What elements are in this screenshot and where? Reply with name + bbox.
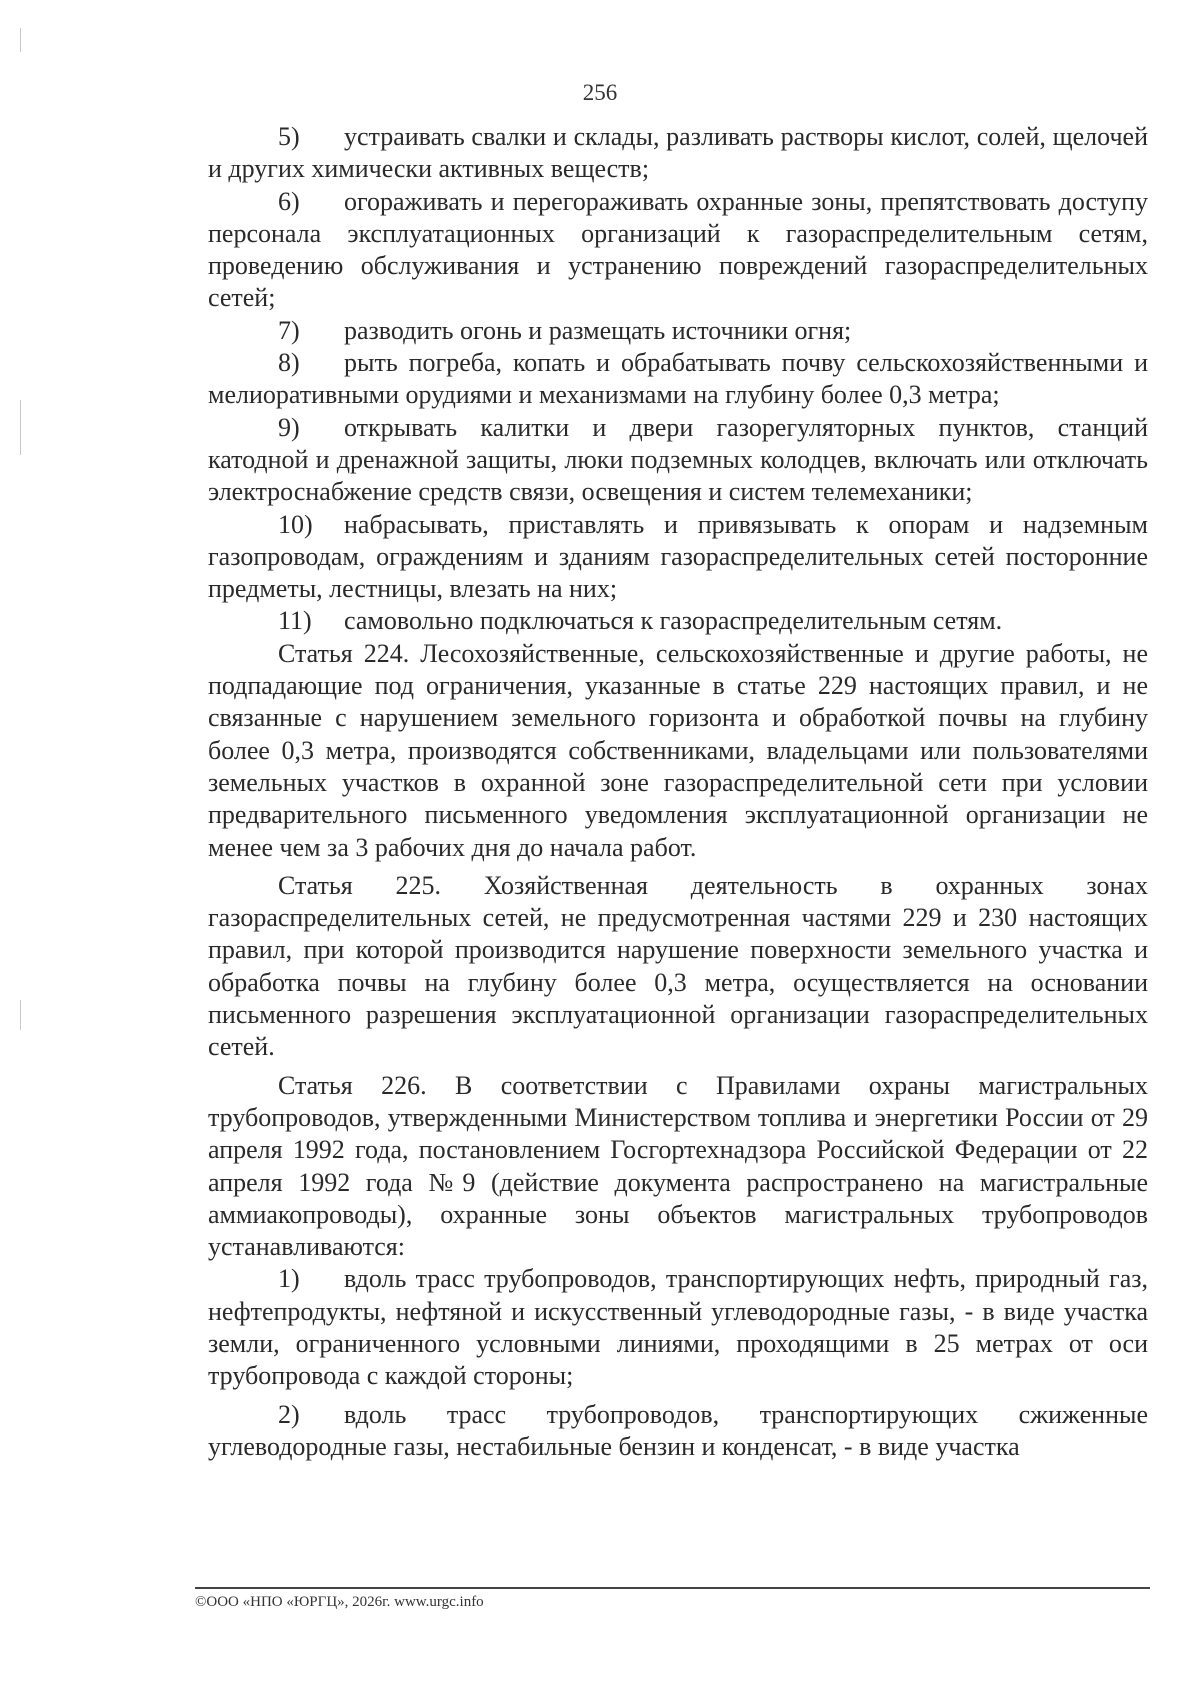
document-body [208,121,1148,1463]
item-text: вдоль трасс трубопроводов, транспортирующих сжиженные углеводородные газы, нестабильные бензин и конденсат, - в виде участка [208,1399,1148,1461]
list-item [208,509,1148,606]
article-number: Статья 226. [278,1070,427,1100]
list-item [208,315,1148,347]
item-text: огораживать и перегораживать охранные зоны, препятствовать доступу персонала эксплуатационных организаций к газораспределительным сетям, проведению обслуживания и устранению повреждений газораспределительных сетей; [208,186,1148,313]
scan-mark [20,1000,21,1030]
item-text: самовольно подключаться к газораспределительным сетям. [344,606,1003,636]
footer-divider [195,1587,1150,1589]
item-number: 8) [278,348,300,378]
page-number: 256 [582,80,618,105]
item-number: 6) [278,186,300,216]
article-text: Лесохозяйственные, сельскохозяйственные и другие работы, не подпадающие под ограничения, указанные в статье 229 настоящих правил, и не связанные с нарушением земельного горизонта и обработкой почвы на глубину более 0,3 метра, производятся собственниками, владельцами или пользователями земельных участков в охранной зоне газораспределительной сети при условии предварительного письменного уведомления эксплуатационной организации не менее чем за 3 рабочих дня до начала работ. [208,638,1148,862]
item-text: набрасывать, приставлять и привязывать к опорам и надземным газопроводам, ограждениям и зданиям газораспределительных сетей посторонние предметы, лестницы, влезать на них; [208,509,1148,604]
article-paragraph [208,1070,1148,1264]
item-number: 2) [278,1399,300,1429]
list-item [208,1263,1148,1392]
article-text: Хозяйственная деятельность в охранных зонах газораспределительных сетей, не предусмотренная частями 229 и 230 настоящих правил, при которой производится нарушение поверхности земельного участка и обработка почвы на глубину более 0,3 метра, осуществляется на основании письменного разрешения эксплуатационной организации газораспределительных сетей. [208,870,1149,1062]
item-number: 10) [278,509,313,539]
list-item [208,347,1148,412]
item-number: 1) [278,1264,300,1294]
item-number: 9) [278,412,300,442]
article-paragraph [208,638,1148,864]
item-text: разводить огонь и размещать источники огня; [344,315,852,345]
list-item [208,186,1148,315]
item-text: устраивать свалки и склады, разливать растворы кислот, солей, щелочей и других химически активных веществ; [208,122,1148,184]
item-number: 5) [278,122,300,151]
scan-mark [20,400,21,455]
list-item [208,121,1148,186]
article-number: Статья 224. [278,638,410,668]
scan-mark [20,28,21,52]
item-text: вдоль трасс трубопроводов, транспортирующих нефть, природный газ, нефтепродукты, нефтяной и искусственный углеводородные газы, - в виде участка земли, ограниченного условными линиями, проходящими в 25 метрах от оси трубопровода с каждой стороны; [208,1264,1148,1391]
list-item [208,605,1148,637]
article-number: Статья 225. [278,870,442,900]
footer-copyright: ©ООО «НПО «ЮРГЦ», 2026г. www.urgc.info [195,1594,484,1610]
item-number: 7) [278,315,300,345]
article-paragraph [208,870,1148,1064]
article-text: В соответствии с Правилами охраны магистральных трубопроводов, утвержденными Министерством топлива и энергетики России от 29 апреля 1992 года, постановлением Госгортехнадзора Российской Федерации от 22 апреля 1992 года №9 (действие документа распространено на магистральные аммиакопроводы), охранные зоны объектов магистральных трубопроводов устанавливаются: [208,1070,1148,1262]
list-item [208,1399,1148,1464]
item-number: 11) [278,606,312,636]
item-text: открывать калитки и двери газорегуляторных пунктов, станций катодной и дренажной защиты, люки подземных колодцев, включать или отключать электроснабжение средств связи, освещения и систем телемеханики; [208,412,1148,507]
item-text: рыть погреба, копать и обрабатывать почву сельскохозяйственными и мелиоративными орудиями и механизмами на глубину более 0,3 метра; [208,348,1148,410]
list-item [208,412,1148,509]
